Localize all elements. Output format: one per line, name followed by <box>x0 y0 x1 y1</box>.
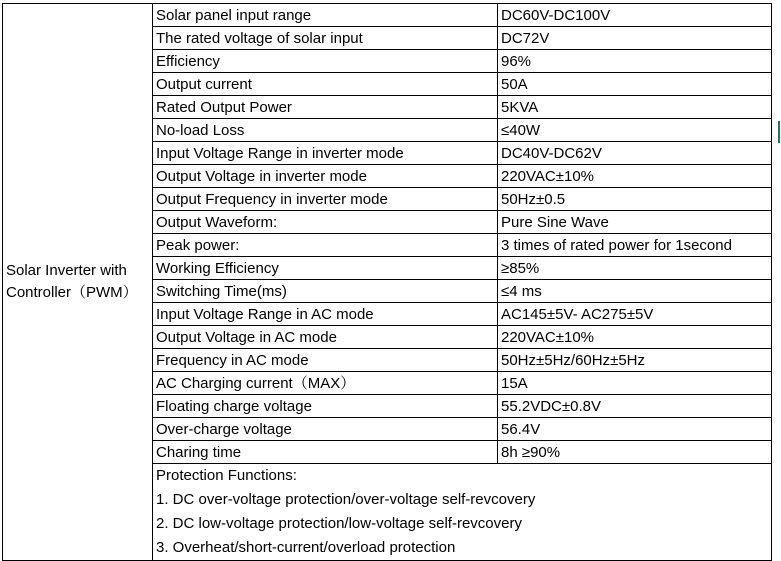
value-cell: ≤40W <box>498 119 772 142</box>
protection-item: 3. Overheat/short-current/overload protection <box>156 539 456 556</box>
param-cell: Input Voltage Range in AC mode <box>153 303 498 326</box>
value-cell: 55.2VDC±0.8V <box>498 395 772 418</box>
param-cell: Over-charge voltage <box>153 418 498 441</box>
value-cell: 56.4V <box>498 418 772 441</box>
value-cell: ≥85% <box>498 257 772 280</box>
value-cell: 96% <box>498 50 772 73</box>
value-cell: 5KVA <box>498 96 772 119</box>
param-cell: AC Charging current（MAX） <box>153 372 498 395</box>
value-cell: 220VAC±10% <box>498 326 772 349</box>
param-cell: Rated Output Power <box>153 96 498 119</box>
spec-table <box>2 3 772 561</box>
param-cell: Efficiency <box>153 50 498 73</box>
param-cell: Peak power: <box>153 234 498 257</box>
param-cell: Output Voltage in inverter mode <box>153 165 498 188</box>
value-cell: 220VAC±10% <box>498 165 772 188</box>
value-cell: DC60V-DC100V <box>498 4 772 27</box>
product-label-cell: Solar Inverter with Controller（PWM） <box>3 4 153 561</box>
value-cell: 15A <box>498 372 772 395</box>
param-cell: Output Waveform: <box>153 211 498 234</box>
param-cell: The rated voltage of solar input <box>153 27 498 50</box>
param-cell: Working Efficiency <box>153 257 498 280</box>
value-cell: ≤4 ms <box>498 280 772 303</box>
edge-marker <box>778 121 780 143</box>
param-cell: Solar panel input range <box>153 4 498 27</box>
param-cell: Output Frequency in inverter mode <box>153 188 498 211</box>
value-cell: 8h ≥90% <box>498 441 772 464</box>
param-cell: No-load Loss <box>153 119 498 142</box>
protection-item: 1. DC over-voltage protection/over-voltage self-revcovery <box>156 491 536 508</box>
param-cell: Floating charge voltage <box>153 395 498 418</box>
param-cell: Input Voltage Range in inverter mode <box>153 142 498 165</box>
protection-item: 2. DC low-voltage protection/low-voltage self-revcovery <box>156 515 522 532</box>
param-cell: Switching Time(ms) <box>153 280 498 303</box>
value-cell: Pure Sine Wave <box>498 211 772 234</box>
value-cell: 3 times of rated power for 1second <box>498 234 772 257</box>
value-cell: AC145±5V- AC275±5V <box>498 303 772 326</box>
table-row <box>3 4 772 27</box>
value-cell: 50A <box>498 73 772 96</box>
value-cell: DC72V <box>498 27 772 50</box>
param-cell: Charing time <box>153 441 498 464</box>
protection-cell <box>153 464 772 561</box>
value-cell: 50Hz±0.5 <box>498 188 772 211</box>
param-cell: Output Voltage in AC mode <box>153 326 498 349</box>
protection-title: Protection Functions: <box>156 467 297 484</box>
param-cell: Frequency in AC mode <box>153 349 498 372</box>
param-cell: Output current <box>153 73 498 96</box>
value-cell: 50Hz±5Hz/60Hz±5Hz <box>498 349 772 372</box>
value-cell: DC40V-DC62V <box>498 142 772 165</box>
